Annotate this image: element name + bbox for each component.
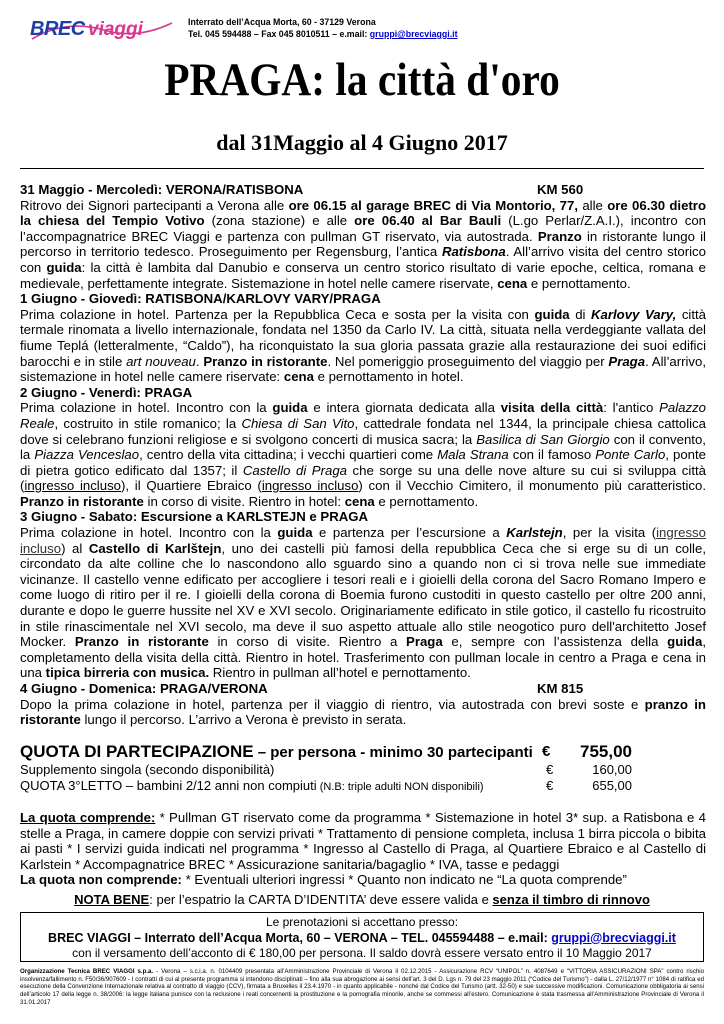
day-description: Prima colazione in hotel. Partenza per la Repubblica Ceca e sosta per la visita con guida di Karlovy Vary, città termale rinomata a livello internazionale, fondata nel 1350 da Carlo IV. La città, situata nella verdeggiante vallata del fiume Teplá (letteralmente, “Caldo”), ha riconquistato la sua gloria passata grazie alla restaurazione dei suoi edifici barocchi e in stile art nouveau. Pranzo in ristorante. Nel pomeriggio proseguimento del viaggio per Praga. All’arrivo, sistemazione in hotel nelle camere riservate: cena e pernottamento in hotel. bbox=[20, 306, 707, 385]
booking-contacts: BREC VIAGGI – Interrato dell’Acqua Morta, 60 – VERONA – TEL. 045594488 – e.mail: gruppi@brecviaggi.it bbox=[48, 930, 676, 945]
day-description: Ritrovo dei Signori partecipanti a Verona alle ore 06.15 al garage BREC di Via Montorio, 77, alle ore 06.30 dietro la chiesa del Tempio Votivo (zona stazione) e alle ore 06.40 al Bar Bauli (L.go Perlar/Z.A.I.), incontro con l’accompagnatrice BREC Viaggi e partenza con pullman GT riservato, via autostrada. Pranzo in ristorante lungo il percorso in territorio tedesco. Proseguimento per Regensburg, l’antica Ratisbona. All’arrivo visita del centro storico con guida: la città è lambita dal Danubio e conserva un centro storico risultato di varie epoche, celtica, romana e medievale, perfettamente integrate. Sistemazione in hotel nelle camere riservate, cena e pernottamento. bbox=[20, 197, 706, 291]
email-link[interactable]: gruppi@brecviaggi.it bbox=[369, 29, 458, 39]
booking-email-link[interactable]: gruppi@brecviaggi.it bbox=[551, 930, 676, 945]
agency-address bbox=[188, 16, 458, 40]
day-description: Dopo la prima colazione in hotel, partenza per il viaggio di rientro, via autostrada con brevi soste e pranzo in ristorante lungo il percorso. L’arrivo a Verona è previsto in serata. bbox=[20, 696, 706, 728]
day-heading bbox=[20, 385, 706, 401]
day-description: Prima colazione in hotel. Incontro con la guida e intera giornata dedicata alla visita della città: l'antico Palazzo Reale, costruito in stile romanico; la Chiesa di San Vito, cattedrale fondata nel 1344, la principale chiesa cattolica dove si celebrano funzioni religiose e si svolgono concerti di musica sacra; la Basilica di San Giorgio con il convento, la Piazza Venceslao, centro della vita cittadina; i vecchi quartieri come Mala Strana con il famoso Ponte Carlo, ponte di pietra gotico edificato dal 1357; il Castello di Praga che sorge su una delle nove alture su cui si sviluppa città (ingresso incluso), il Quartiere Ebraico (ingresso incluso) con il Vecchio Cimitero, il monumento più caratteristico. Pranzo in ristorante in corso di visite. Rientro in hotel: cena e pernottamento. bbox=[20, 400, 707, 509]
contacts-text: Tel. 045 594488 – Fax 045 8010511 – e.mail: bbox=[188, 29, 370, 39]
address-line: Interrato dell’Acqua Morta, 60 - 37129 Verona bbox=[188, 17, 376, 27]
price-label-detail: – per persona - minimo 30 partecipanti bbox=[253, 744, 533, 761]
svg-text:viaggi: viaggi bbox=[88, 19, 143, 40]
day-heading bbox=[20, 681, 706, 697]
price-label: Supplemento singola (secondo disponibilità) bbox=[20, 762, 275, 777]
day-title: 4 Giugno - Domenica: PRAGA/VERONA bbox=[20, 681, 268, 696]
price-row-single bbox=[20, 762, 706, 778]
currency-symbol: € bbox=[542, 743, 551, 760]
price-amount: 160,00 bbox=[592, 762, 632, 777]
price-note: (N.B: triple adulti NON disponibili) bbox=[316, 781, 484, 793]
inclusions bbox=[20, 810, 706, 888]
price-label: QUOTA 3°LETTO – bambini 2/12 anni non compiuti bbox=[20, 778, 317, 793]
day-description: Prima colazione in hotel. Incontro con la guida e partenza per l’escursione a Karlstejn, per la visita (ingresso incluso) al Castello di Karlštejn, uno dei castelli più famosi della repubblica Ceca che si erge su di un colle, circondato da alte colline che lo nascondono allo sguardo sino a quando non ci si trova nelle sue immediate vicinanze. Il castello venne edificato per accogliere i tesori reali e i gioielli della corona del Sacro Romano Impero e come luogo di ritiro per il re. I gioielli della corona di Boemia furono custoditi in questo castello per oltre 200 anni, durante e dopo le guerre hussite nel XV e XVI secolo. Originariamente edificato in stile gotico, il castello fu ricostruito in stile rinascimentale nel XVI secolo, ma deve il suo aspetto attuale allo stile neogotico puro dell'architetto Josef Mocker. Pranzo in ristorante in corso di visite. Rientro a Praga e, sempre con l’assistenza della guida, completamento della visita della città. Rientro in hotel. Trasferimento con pullman locale in centro a Praga e cena in una tipica birreria con musica. Rientro in pullman all’hotel e pernottamento. bbox=[20, 525, 706, 681]
brec-logo-graphic bbox=[26, 14, 176, 44]
svg-text:BREC: BREC bbox=[30, 18, 85, 40]
contacts-line bbox=[188, 28, 458, 40]
booking-intro: Le prenotazioni si accettano presso: bbox=[265, 915, 459, 929]
included-services: La quota comprende: * Pullman GT riservato come da programma * Sistemazione in hotel 3* sup. a Ratisbona e 4 stelle a Praga, in camere doppie con servizi privati * Trattamento di pensione completa, inclusa 1 birra piccola o bibita ai pasti * I servizi guida indicati nel programma * Ingresso al Castello di Praga, al Quartiere Ebraico e al Castello di Karlstein * Accompagnatrice BREC * Assicurazione sanitaria/bagaglio * IVA, tasse e pedaggi bbox=[20, 810, 706, 872]
price-label: QUOTA DI PARTECIPAZIONE bbox=[20, 742, 254, 761]
itinerary bbox=[20, 182, 706, 728]
currency-symbol: € bbox=[546, 778, 554, 793]
day-km: KM 560 bbox=[537, 182, 584, 197]
day-title: 2 Giugno - Venerdì: PRAGA bbox=[20, 384, 193, 400]
price-table bbox=[20, 742, 706, 794]
booking-box bbox=[20, 912, 704, 962]
day-title: 31 Maggio - Mercoledì: VERONA/RATISBONA bbox=[20, 182, 304, 197]
day-title: 1 Giugno - Giovedì: RATISBONA/KARLOVY VARY/PRAGA bbox=[20, 291, 381, 307]
excluded-services: La quota non comprende: * Eventuali ulteriori ingressi * Quanto non indicato ne “La quota comprende” bbox=[20, 872, 627, 888]
brec-logo bbox=[26, 14, 176, 44]
day-km: KM 815 bbox=[537, 681, 584, 696]
nota-bene: NOTA BENE: per l’espatrio la CARTA D’IDENTITA’ deve essere valida e senza il timbro di rinnovo bbox=[74, 892, 650, 907]
day-title: 3 Giugno - Sabato: Escursione a KARLSTEJN e PRAGA bbox=[20, 509, 369, 525]
price-row-main bbox=[20, 742, 706, 762]
page-title: PRAGA: la città d'oro bbox=[164, 54, 560, 106]
price-row-third-bed bbox=[20, 778, 706, 794]
divider bbox=[20, 168, 704, 169]
legal-footer: Organizzazione Tecnica BREC VIAGGI s.p.a. - Verona – s.c.i.a. n. 0104409 presentata all’Amministrazione Provinciale di Verona il 02.12.2015 - Assicurazione RCV “UNIPOL” n. 4087649 e “VITTORIA ASSICURAZIONI SPA” contro rischio insolvenza/fallimento n. F50/36/907609 - I contratti di cui al presente programma si intendono disciplinati – fino alla sua abrogazione ai sensi dell’art. 3 del D. Lgs n. 79 del 23 maggio 2011 (“Codice del Turismo”) - dalla L. 27/12/1977 n° 1084 di ratifica ed esecuzione della Convenzione Internazionale relativa al contratto di viaggio (CCV), firmata a Bruxelles il 23.4.1970 - in quanto applicabile - nonché dal Codice del Turismo (artt. 32-50) e sue successive modificazioni. Comunicazione obbligatoria ai sensi dell’articolo 17 della legge n. 38/2006: la legge italiana punisce con la reclusione i reati concernenti la prostituzione e la pornografia minorile, anche se commessi all’estero. Comunicazione è stata trasmessa all’Amministrazione Provinciale di Verona il 31.01.2017 bbox=[20, 968, 705, 1006]
day-heading bbox=[20, 509, 706, 525]
day-heading bbox=[20, 182, 706, 198]
currency-symbol: € bbox=[546, 762, 554, 777]
day-heading bbox=[20, 291, 706, 307]
price-amount: 655,00 bbox=[592, 778, 632, 793]
price-amount: 755,00 bbox=[580, 742, 632, 761]
booking-deposit: con il versamento dell’acconto di € 180,00 per persona. Il saldo dovrà essere versato entro il 10 Maggio 2017 bbox=[72, 946, 652, 960]
trip-dates: dal 31Maggio al 4 Giugno 2017 bbox=[216, 130, 508, 155]
